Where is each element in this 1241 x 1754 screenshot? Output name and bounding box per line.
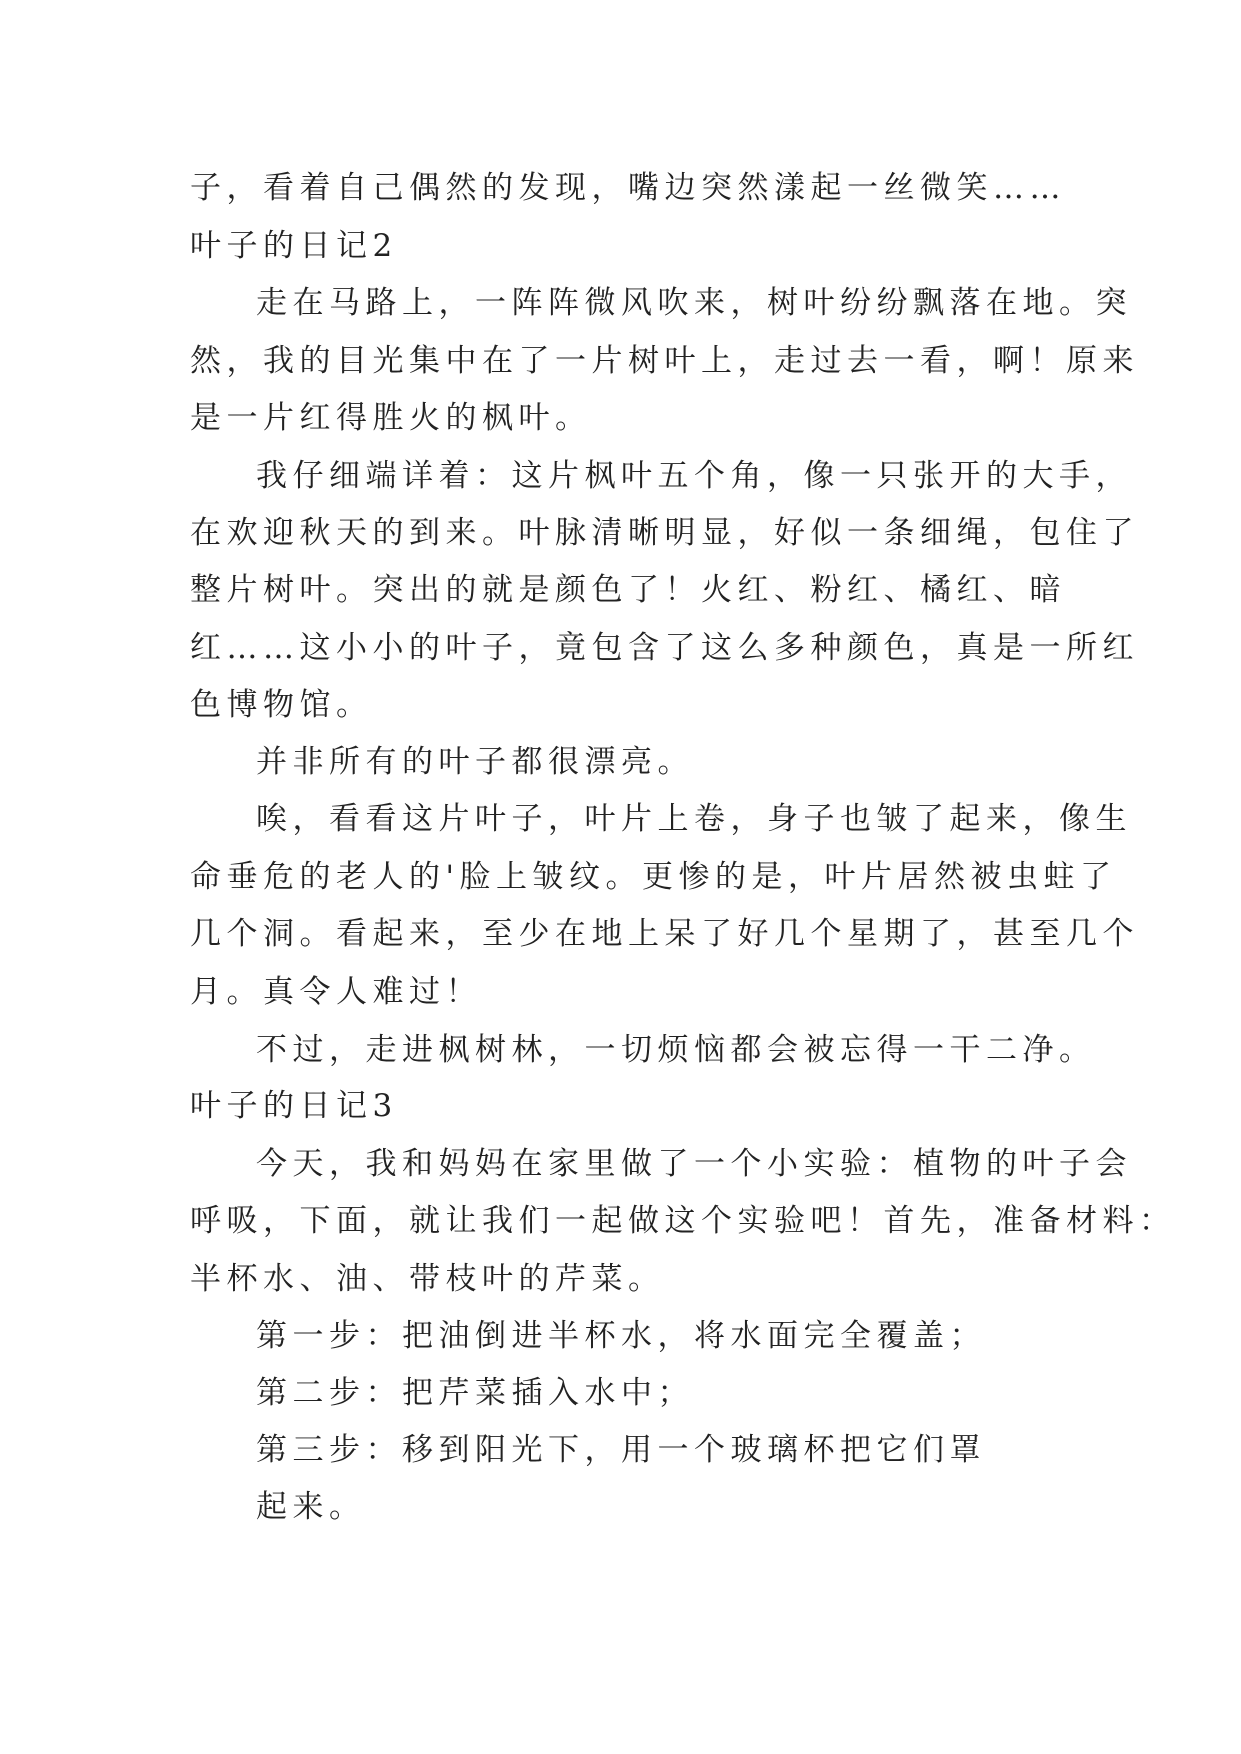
text-line: 色博物馆。 bbox=[190, 687, 373, 723]
text-line: 月。真令人难过！ bbox=[190, 974, 482, 1010]
text-line: 第三步：移到阳光下，用一个玻璃杯把它们罩 bbox=[256, 1432, 986, 1468]
text-line: 起来。 bbox=[256, 1489, 366, 1525]
text-line: 唉，看看这片叶子，叶片上卷，身子也皱了起来，像生 bbox=[256, 801, 1132, 837]
text-line: 第二步：把芹菜插入水中； bbox=[256, 1375, 694, 1411]
section-heading: 叶子的日记3 bbox=[190, 1088, 398, 1124]
text-line: 子，看着自己偶然的发现，嘴边突然漾起一丝微笑…… bbox=[190, 170, 1066, 206]
text-line: 并非所有的叶子都很漂亮。 bbox=[256, 744, 694, 780]
text-line: 今天，我和妈妈在家里做了一个小实验：植物的叶子会 bbox=[256, 1146, 1132, 1182]
text-line: 红……这小小的叶子，竟包含了这么多种颜色，真是一所红 bbox=[190, 630, 1139, 666]
text-line: 不过，走进枫树林，一切烦恼都会被忘得一干二净。 bbox=[256, 1032, 1096, 1068]
text-line: 在欢迎秋天的到来。叶脉清晰明显，好似一条细绳，包住了 bbox=[190, 515, 1139, 551]
text-line: 呼吸，下面，就让我们一起做这个实验吧！首先，准备材料： bbox=[190, 1203, 1176, 1239]
text-line: 命垂危的老人的'脸上皱纹。更惨的是，叶片居然被虫蛀了 bbox=[190, 859, 1117, 895]
text-line: 是一片红得胜火的枫叶。 bbox=[190, 400, 592, 436]
text-line: 半杯水、油、带枝叶的芹菜。 bbox=[190, 1261, 665, 1297]
text-line: 然，我的目光集中在了一片树叶上，走过去一看，啊！原来 bbox=[190, 343, 1139, 379]
text-line: 几个洞。看起来，至少在地上呆了好几个星期了，甚至几个 bbox=[190, 916, 1139, 952]
text-line: 整片树叶。突出的就是颜色了！火红、粉红、橘红、暗 bbox=[190, 572, 1066, 608]
text-line: 第一步：把油倒进半杯水，将水面完全覆盖； bbox=[256, 1318, 986, 1354]
text-line: 走在马路上，一阵阵微风吹来，树叶纷纷飘落在地。突 bbox=[256, 285, 1132, 321]
section-heading: 叶子的日记2 bbox=[190, 228, 398, 264]
text-line: 我仔细端详着：这片枫叶五个角，像一只张开的大手， bbox=[256, 458, 1132, 494]
